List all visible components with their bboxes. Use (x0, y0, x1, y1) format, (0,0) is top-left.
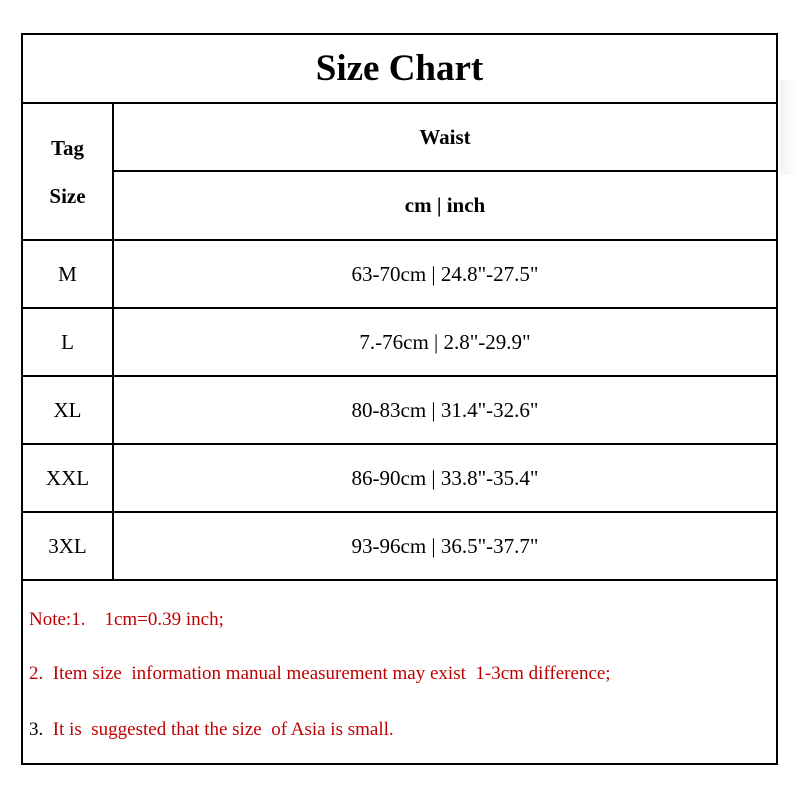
edge-shadow (780, 80, 800, 175)
table-row (23, 241, 776, 309)
table-row (23, 309, 776, 377)
table-row (23, 513, 776, 581)
units-header: cm | inch (114, 172, 776, 241)
table-row (23, 377, 776, 445)
note-measurement: 2. Item size information manual measurement may exist 1-3cm difference; (29, 663, 611, 684)
note-asia-size-text: It is suggested that the size of Asia is small. (43, 719, 394, 740)
size-cell: 3XL (23, 513, 114, 579)
tag-size-header-line2: Size (49, 183, 86, 208)
notes-section (23, 581, 776, 763)
size-chart-table (21, 33, 778, 765)
tag-size-header-line1: Tag (50, 135, 85, 160)
size-cell: XXL (23, 445, 114, 511)
note-asia-size-number: 3. (29, 719, 44, 740)
waist-header: Waist (114, 104, 776, 172)
size-cell: M (23, 241, 114, 307)
tag-size-header (23, 104, 114, 241)
table-row (23, 445, 776, 513)
size-cell: XL (23, 377, 114, 443)
waist-cell: 93-96cm | 36.5"-37.7" (351, 533, 539, 558)
note-asia-size (29, 719, 394, 741)
waist-cell: 63-70cm | 24.8"-27.5" (351, 261, 539, 286)
waist-cell: 80-83cm | 31.4"-32.6" (351, 397, 539, 422)
note-conversion: Note:1. 1cm=0.39 inch; (29, 609, 224, 630)
size-cell: L (23, 309, 114, 375)
waist-cell: 86-90cm | 33.8"-35.4" (351, 465, 539, 490)
waist-cell: 7.-76cm | 2.8"-29.9" (359, 329, 531, 354)
size-rows (23, 241, 776, 581)
chart-title: Size Chart (23, 35, 776, 104)
